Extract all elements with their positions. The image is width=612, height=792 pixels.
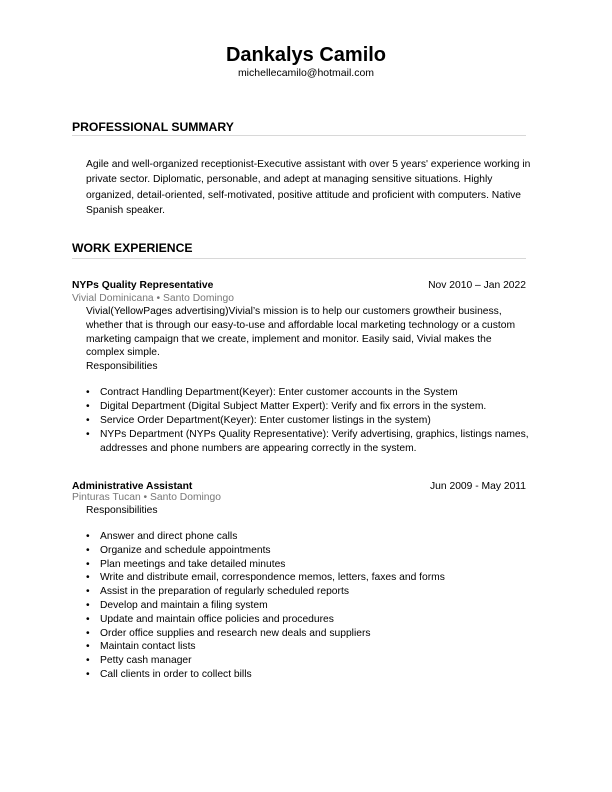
bullet-icon: • <box>86 558 90 570</box>
list-item-text: Answer and direct phone calls <box>100 531 238 542</box>
list-item-text: Service Order Department(Keyer): Enter customer listings in the system) <box>100 415 431 426</box>
job-company: Vivial Dominicana • Santo Domingo <box>72 293 234 304</box>
list-item-text: Contract Handling Department(Keyer): Enter customer accounts in the System <box>100 387 458 398</box>
list-item-text: Update and maintain office policies and procedures <box>100 613 334 625</box>
list-item-text: addresses and phone numbers are appearing correctly in the system. <box>100 443 417 454</box>
bullet-icon: • <box>86 387 90 398</box>
list-item-text: Call clients in order to collect bills <box>100 669 252 680</box>
list-item-text: Petty cash manager <box>100 655 192 667</box>
bullet-icon: • <box>86 669 90 680</box>
job-dates: Nov 2010 – Jan 2022 <box>428 280 526 291</box>
section-heading-experience: WORK EXPERIENCE <box>72 241 193 255</box>
list-item-text: Maintain contact lists <box>100 641 196 653</box>
candidate-name: Dankalys Camilo <box>225 44 387 66</box>
list-item-text: Organize and schedule appointments <box>100 544 271 556</box>
bullet-icon: • <box>86 401 90 412</box>
bullet-icon: • <box>86 641 90 653</box>
job-company: Pinturas Tucan • Santo Domingo <box>72 492 221 503</box>
job-title: Administrative Assistant <box>72 481 193 492</box>
summary-line: Agile and well-organized receptionist-Executive assistant with over 5 years' experience working in <box>86 159 531 170</box>
list-item-text: Assist in the preparation of regularly scheduled reports <box>100 586 349 598</box>
summary-line: private sector. Diplomatic, personable, and adept at managing sensitive situations. Highly <box>86 174 493 186</box>
section-heading-summary: PROFESSIONAL SUMMARY <box>72 120 234 134</box>
job-description-line: whether that is through our easy-to-use and affordable local marketing technology or a custom <box>86 319 516 331</box>
responsibilities-label: Responsibilities <box>86 361 158 372</box>
responsibilities-label: Responsibilities <box>86 505 158 516</box>
job-description-line: complex simple. <box>86 347 160 359</box>
divider <box>72 135 526 136</box>
bullet-icon: • <box>86 613 90 625</box>
job-dates: Jun 2009 - May 2011 <box>430 481 526 492</box>
bullet-icon: • <box>86 415 90 426</box>
bullet-icon: • <box>86 655 90 667</box>
list-item-text: Develop and maintain a filing system <box>100 600 268 611</box>
bullet-icon: • <box>86 627 90 639</box>
bullet-icon: • <box>86 572 90 584</box>
summary-line: Spanish speaker. <box>86 205 165 217</box>
job-description-line: Vivial(YellowPages advertising)Vivial’s mission is to help our customers growtheir business, <box>86 306 502 317</box>
bullet-icon: • <box>86 586 90 598</box>
list-item-text: Write and distribute email, correspondence memos, letters, faxes and forms <box>100 572 445 584</box>
list-item-text: NYPs Department (NYPs Quality Representative): Verify advertising, graphics, listings names, <box>100 429 529 440</box>
bullet-icon: • <box>86 544 90 556</box>
job-description-line: marketing campaign that we create, implement and monitor. Easily said, Vivial makes the <box>86 333 492 345</box>
bullet-icon: • <box>86 600 90 611</box>
divider <box>72 258 526 259</box>
job-title: NYPs Quality Representative <box>72 280 214 291</box>
summary-line: organized, detail-oriented, self-motivated, positive attitude and proficient with computers. Native <box>86 189 521 201</box>
list-item-text: Plan meetings and take detailed minutes <box>100 558 286 570</box>
bullet-icon: • <box>86 429 90 440</box>
bullet-icon: • <box>86 531 90 542</box>
email: michellecamilo@hotmail.com <box>237 67 375 79</box>
list-item-text: Order office supplies and research new deals and suppliers <box>100 627 371 639</box>
list-item-text: Digital Department (Digital Subject Matter Expert): Verify and fix errors in the system. <box>100 401 487 412</box>
